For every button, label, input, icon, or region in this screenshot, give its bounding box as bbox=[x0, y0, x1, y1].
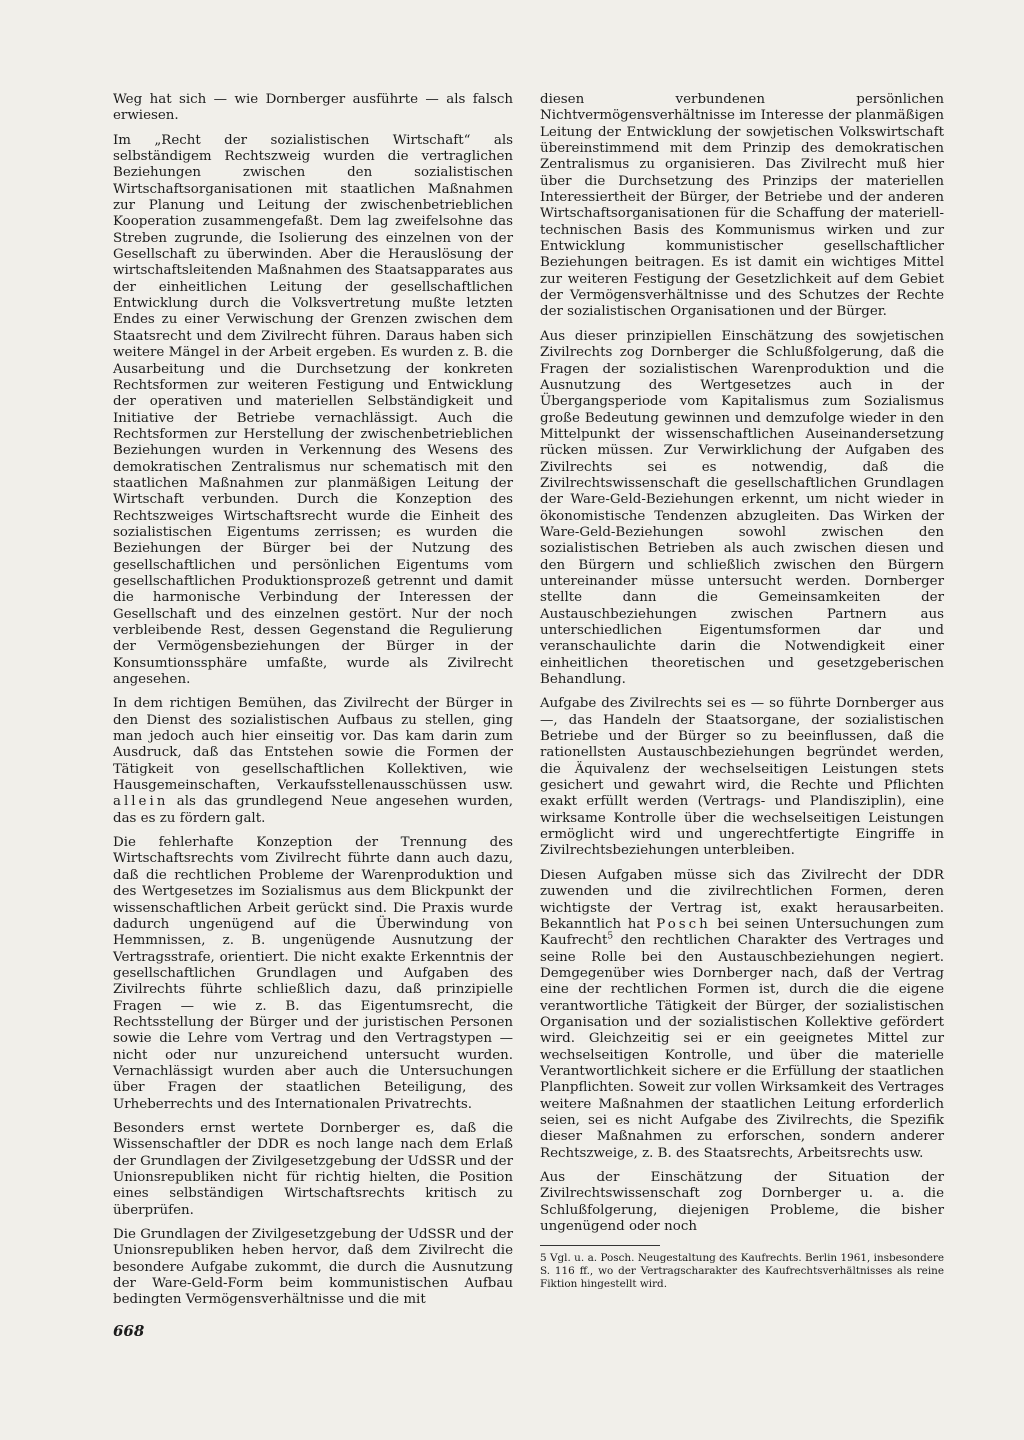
paragraph: Aufgabe des Zivilrechts sei es — so führte Dornberger aus —, das Handeln der Staatsorgane, der sozialistischen Betriebe und der Bürger so zu beeinflussen, daß die rationellsten Austauschbeziehungen begründet werden, die Äquivalenz der wechselseitigen Leistungen stets gesichert und gewahrt wird, die Rechte und Pflichten exakt erfüllt werden (Vertrags- und Plandisziplin), eine wirksame Kontrolle über die wechselseitigen Leistungen ermöglicht wird und ungerechtfertigte Eingriffe in Zivilrechtsbeziehungen unterbleiben. bbox=[540, 696, 944, 859]
left-column bbox=[113, 92, 513, 1317]
emphasis-spaced: allein bbox=[113, 794, 169, 810]
paragraph: diesen verbundenen persönlichen Nichtvermögensverhältnisse im Interesse der planmäßigen Leitung der Entwicklung der sowjetischen Volkswirtschaft übereinstimmend mit dem Prinzip des demokratischen Zentralismus zu organisieren. Das Zivilrecht muß hier über die Durchsetzung des Prinzips der materiellen Interessiertheit der Bürger, der Betriebe und der anderen Wirtschaftsorganisationen für die Schaffung der materiell-technischen Basis des Kommunismus wirken und zur Entwicklung kommunistischer gesellschaftlicher Beziehungen beitragen. Es ist damit ein wichtiges Mittel zur weiteren Festigung der Gesetzlichkeit auf dem Gebiet der Vermögensverhältnisse und des Schutzes der Rechte der sozialistischen Organisationen und der Bürger. bbox=[540, 92, 944, 320]
right-column bbox=[540, 92, 944, 1299]
paragraph: Aus der Einschätzung der Situation der Zivilrechtswissenschaft zog Dornberger u. a. die Schlußfolgerung, diejenigen Probleme, die bisher ungenügend oder noch bbox=[540, 1170, 944, 1235]
page-number: 668 bbox=[113, 1322, 145, 1340]
paragraph: Besonders ernst wertete Dornberger es, daß die Wissenschaftler der DDR es noch lange nach dem Erlaß der Grundlagen der Zivilgesetzgebung der UdSSR und der Unionsrepubliken nicht für richtig hielten, die Position eines selbständigen Wirtschaftsrechts kritisch zu überprüfen. bbox=[113, 1120, 513, 1218]
footnote-marker: 5 bbox=[607, 931, 614, 942]
footnote-divider bbox=[540, 1245, 660, 1246]
paragraph: In dem richtigen Bemühen, das Zivilrecht der Bürger in den Dienst des sozialistischen Aufbaus zu stellen, ging man jedoch auch hier einseitig vor. Das kam darin zum Ausdruck, daß das Entstehen sowie die Formen der Tätigkeit von gesellschaftlichen Kollektiven, wie Hausgemeinschaften, Verkaufsstellenausschüssen usw. allein als das grundlegend Neue angesehen wurden, das es zu fördern galt. bbox=[113, 696, 513, 826]
footnote: 5 Vgl. u. a. Posch. Neugestaltung des Kaufrechts. Berlin 1961, insbesondere S. 116 ff., wo der Vertragscharakter des Kaufrechtsverhältnisses als reine Fiktion hingestellt wird. bbox=[540, 1252, 944, 1291]
paragraph: Aus dieser prinzipiellen Einschätzung des sowjetischen Zivilrechts zog Dornberger die Schlußfolgerung, daß die Fragen der sozialistischen Warenproduktion und die Ausnutzung des Wertgesetzes auch in der Übergangsperiode vom Kapitalismus zum Sozialismus große Bedeutung gewinnen und demzufolge wieder in den Mittelpunkt der wissenschaftlichen Auseinandersetzung rücken müssen. Zur Verwirklichung der Aufgaben des Zivilrechts sei es notwendig, daß die Zivilrechtswissenschaft die gesellschaftlichen Grundlagen der Ware-Geld-Beziehungen erkennt, um nicht wieder in ökonomistische Tendenzen abzugleiten. Das Wirken der Ware-Geld-Beziehungen sowohl zwischen den sozialistischen Betrieben als auch zwischen diesen und den Bürgern und schließlich zwischen den Bürgern untereinander müsse untersucht werden. Dornberger stellte dann die Gemeinsamkeiten der Austauschbeziehungen zwischen Partnern aus unterschiedlichen Eigentumsformen dar und veranschaulichte darin die Notwendigkeit einer einheitlichen theoretischen und gesetzgeberischen Behandlung. bbox=[540, 328, 944, 688]
paragraph: Diesen Aufgaben müsse sich das Zivilrecht der DDR zuwenden und die zivilrechtlichen Formen, deren wichtigste der Vertrag ist, exakt herausarbeiten. Bekanntlich hat Posch bei seinen Untersuchungen zum Kaufrecht$^5$ den rechtlichen Charakter des Vertrages und seine Rolle bei den Austauschbeziehungen negiert. Demgegenüber wies Dornberger nach, daß der Vertrag eine der rechtlichen Formen ist, durch die die eigene verantwortliche Tätigkeit der Bürger, der sozialistischen Organisation und der sozialistischen Kollektive gefördert wird. Gleichzeitig sei er ein geeignetes Mittel zur wechselseitigen Kontrolle, und über die materielle Verantwortlichkeit sichere er die Erfüllung der staatlichen Planpflichten. Soweit zur vollen Wirksamkeit des Vertrages weitere Maßnahmen der staatlichen Leitung erforderlich seien, sei es nicht Aufgabe des Zivilrechts, die Spezifik dieser Maßnahmen zu erforschen, sondern anderer Rechtszweige, z. B. des Staatsrechts, Arbeitsrechts usw. bbox=[540, 867, 944, 1161]
emphasis-spaced: Posch bbox=[656, 916, 711, 932]
paragraph: Die Grundlagen der Zivilgesetzgebung der UdSSR und der Unionsrepubliken heben hervor, daß dem Zivilrecht die besondere Aufgabe zukommt, die durch die Ausnutzung der Ware-Geld-Form beim kommunistischen Aufbau bedingten Vermögensverhältnisse und die mit bbox=[113, 1227, 513, 1308]
paragraph: Weg hat sich — wie Dornberger ausführte — als falsch erwiesen. bbox=[113, 92, 513, 124]
paragraph: Die fehlerhafte Konzeption der Trennung des Wirtschaftsrechts vom Zivilrecht führte dann auch dazu, daß die rechtlichen Probleme der Warenproduktion und des Wertgesetzes im Sozialismus aus dem Blickpunkt der wissenschaftlichen Arbeit gerückt sind. Die Praxis wurde dadurch ungenügend auf die Überwindung von Hemmnissen, z. B. ungenügende Ausnutzung der Vertragsstrafe, orientiert. Die nicht exakte Erkenntnis der gesellschaftlichen Grundlagen und Aufgaben des Zivilrechts führte schließlich dazu, daß prinzipielle Fragen — wie z. B. das Eigentumsrecht, die Rechtsstellung der Bürger und der juristischen Personen sowie die Lehre vom Vertrag und den Vertragstypen — nicht oder nur unzureichend untersucht wurden. Vernachlässigt wurden aber auch die Untersuchungen über Fragen der staatlichen Beteiligung, des Urheberrechts und des Internationalen Privatrechts. bbox=[113, 835, 513, 1112]
paragraph: Im „Recht der sozialistischen Wirtschaft“ als selbständigem Rechtszweig wurden die vertraglichen Beziehungen zwischen den sozialistischen Wirtschaftsorganisationen mit staatlichen Maßnahmen zur Planung und Leitung der zwischenbetrieblichen Kooperation zusammengefaßt. Dem lag zweifelsohne das Streben zugrunde, die Isolierung des einzelnen von der Gesellschaft zu überwinden. Aber die Herauslösung der wirtschaftsleitenden Maßnahmen des Staatsapparates aus der einheitlichen Leitung der gesellschaftlichen Entwicklung durch die Volksvertretung mußte letzten Endes zu einer Verwischung der Grenzen zwischen dem Staatsrecht und dem Zivilrecht führen. Daraus haben sich weitere Mängel in der Arbeit ergeben. Es wurden z. B. die Ausarbeitung und die Durchsetzung der konkreten Rechtsformen zur weiteren Festigung und Entwicklung der operativen und materiellen Selbständigkeit und Initiative der Betriebe vernachlässigt. Auch die Rechtsformen zur Herstellung der zwischenbetrieblichen Beziehungen wurden in Verkennung des Wesens des demokratischen Zentralismus nur schematisch mit den staatlichen Maßnahmen zur planmäßigen Leitung der Wirtschaft verbunden. Durch die Konzeption des Rechtszweiges Wirtschaftsrecht wurde die Einheit des sozialistischen Eigentums zerrissen; es wurden die Beziehungen der Bürger bei der Nutzung des gesellschaftlichen und persönlichen Eigentums vom gesellschaftlichen Produktionsprozeß getrennt und damit die harmonische Verbindung der Interessen der Gesellschaft und des einzelnen gestört. Nur der noch verbleibende Rest, dessen Gegenstand die Regulierung der Vermögensbeziehungen der Bürger in der Konsumtionssphäre umfaßte, wurde als Zivilrecht angesehen. bbox=[113, 132, 513, 688]
